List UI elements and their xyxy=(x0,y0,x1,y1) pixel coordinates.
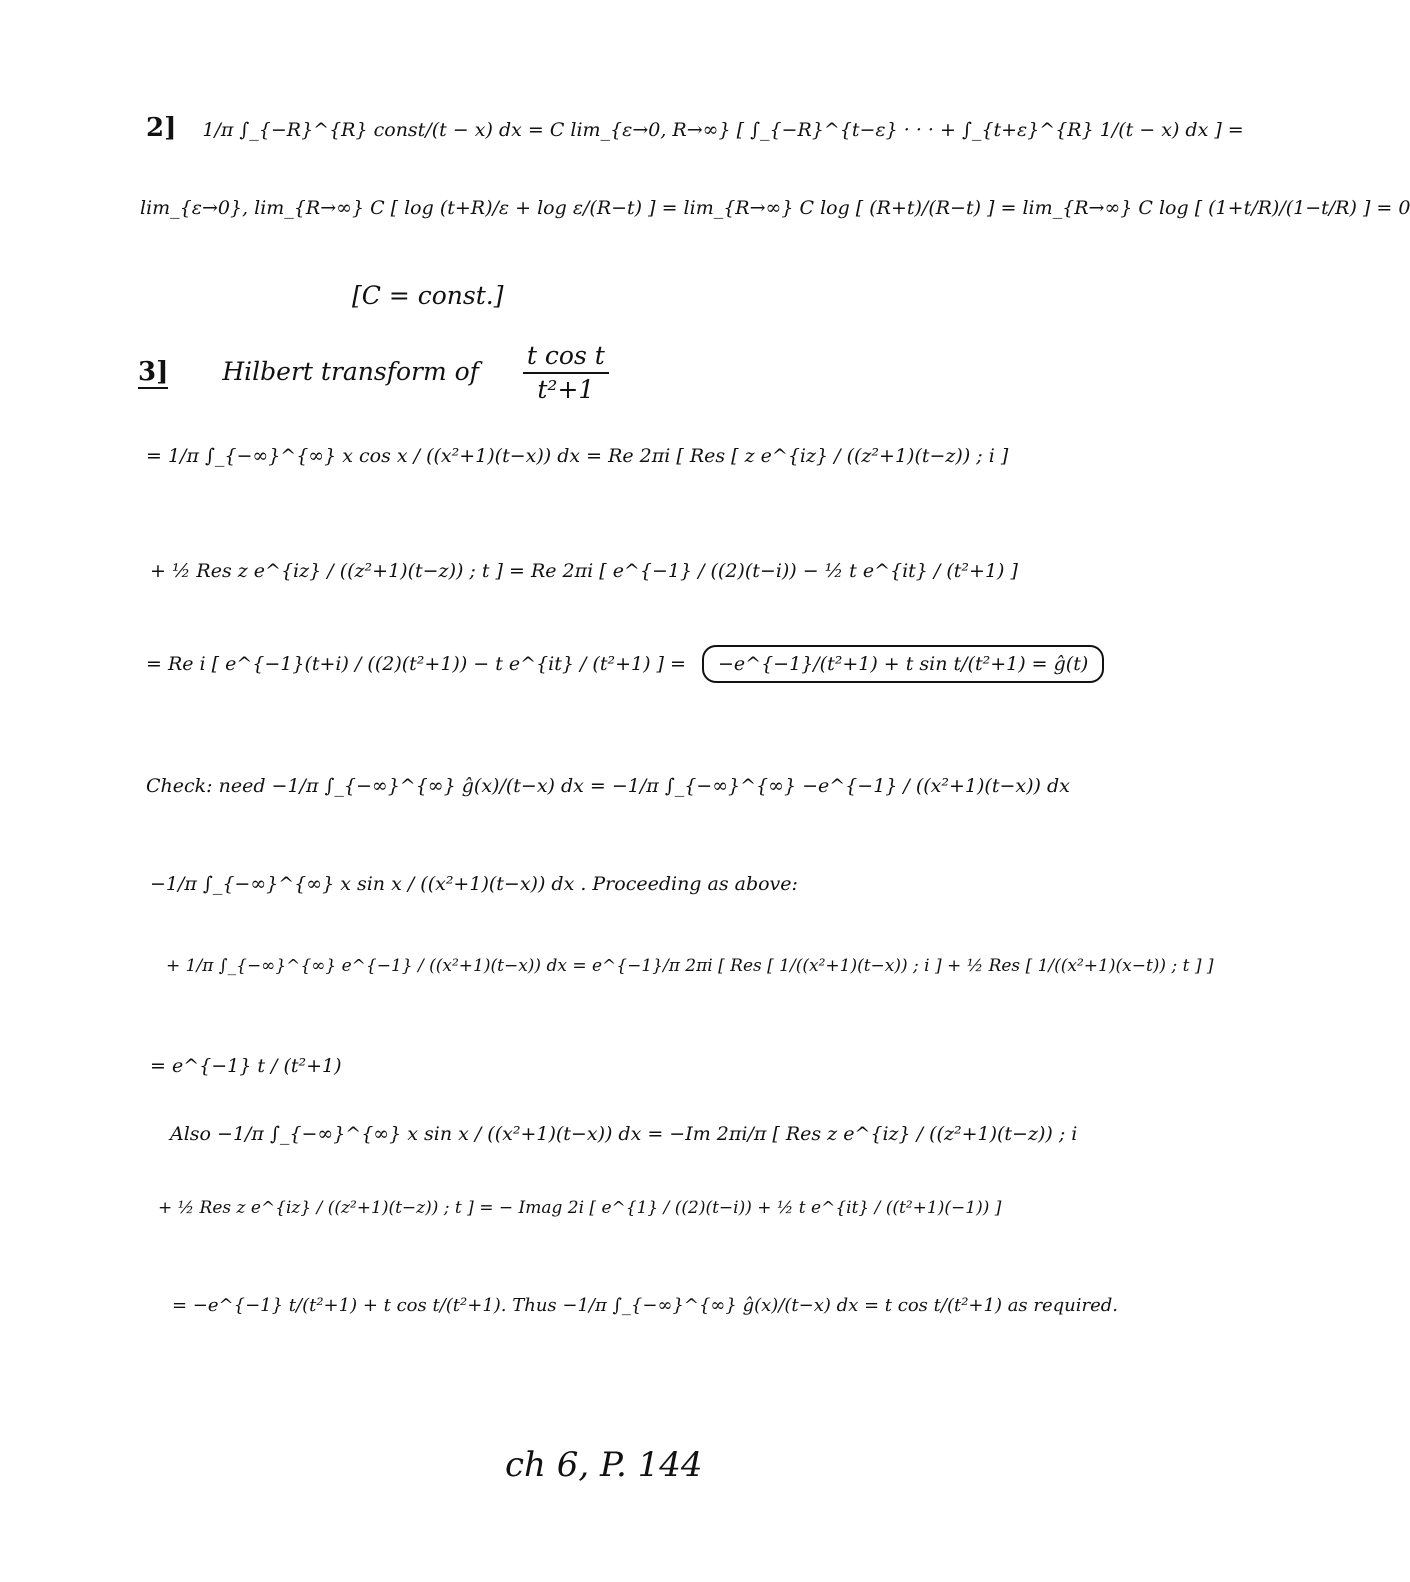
function-numerator: t cos t xyxy=(523,340,609,374)
function-denominator: t²+1 xyxy=(537,375,595,404)
boxed-result: −e^{−1}/(t²+1) + t sin t/(t²+1) = ĝ(t) xyxy=(702,645,1104,683)
equation-2: + ½ Res z e^{iz} / ((z²+1)(t−z)) ; t ] = Re 2πi [ e^{−1} / ((2)(t−i)) − ½ t e^{it} / (t²+1) ] xyxy=(150,560,1018,582)
equation-9: = −e^{−1} t/(t²+1) + t cos t/(t²+1). Thus −1/π ∫_{−∞}^{∞} ĝ(x)/(t−x) dx = t cos t/(t²+1) as required. xyxy=(172,1295,1119,1316)
equation-3-left: = Re i [ e^{−1}(t+i) / ((2)(t²+1)) − t e^{it} / (t²+1) ] = xyxy=(146,653,686,675)
equation-6: = e^{−1} t / (t²+1) xyxy=(150,1055,342,1077)
equation-4: −1/π ∫_{−∞}^{∞} x sin x / ((x²+1)(t−x)) dx . Proceeding as above: xyxy=(150,873,798,895)
equation-1: = 1/π ∫_{−∞}^{∞} x cos x / ((x²+1)(t−x)) dx = Re 2πi [ Res [ z e^{iz} / ((z²+1)(t−z)) ; i ] xyxy=(146,445,1009,467)
problem-3-label: 3] xyxy=(138,356,169,387)
problem-3-function xyxy=(523,340,609,406)
problem-2-line-2: lim_{ε→0}, lim_{R→∞} C [ log (t+R)/ε + log ε/(R−t) ] = lim_{R→∞} C log [ (R+t)/(R−t) ] = lim_{R→∞} C log [ (1+t/R)/(1−t/R) ] = 0 xyxy=(140,197,1410,219)
problem-2-line-1: 1/π ∫_{−R}^{R} const/(t − x) dx = C lim_{ε→0, R→∞} [ ∫_{−R}^{t−ε} · · · + ∫_{t+ε}^{R} 1/(t − x) dx ] = xyxy=(202,119,1244,141)
check-line: Check: need −1/π ∫_{−∞}^{∞} ĝ(x)/(t−x) dx = −1/π ∫_{−∞}^{∞} −e^{−1} / ((x²+1)(t−x)) dx xyxy=(146,775,1070,797)
equation-5: + 1/π ∫_{−∞}^{∞} e^{−1} / ((x²+1)(t−x)) dx = e^{−1}/π 2πi [ Res [ 1/((x²+1)(t−x)) ; i ] + ½ Res [ 1/((x²+1)(x−t)) ; t ] ] xyxy=(166,956,1214,976)
problem-2-note: [C = const.] xyxy=(352,281,504,310)
problem-2-label: 2] xyxy=(146,113,177,143)
equation-7: Also −1/π ∫_{−∞}^{∞} x sin x / ((x²+1)(t−x)) dx = −Im 2πi/π [ Res z e^{iz} / ((z²+1)(t−z)) ; i xyxy=(170,1123,1078,1145)
problem-3-title: Hilbert transform of xyxy=(222,356,479,386)
page-footer: ch 6, P. 144 xyxy=(505,1445,703,1485)
equation-8: + ½ Res z e^{iz} / ((z²+1)(t−z)) ; t ] = − Imag 2i [ e^{1} / ((2)(t−i)) + ½ t e^{it} / ((t²+1)(−1)) ] xyxy=(158,1198,1002,1218)
